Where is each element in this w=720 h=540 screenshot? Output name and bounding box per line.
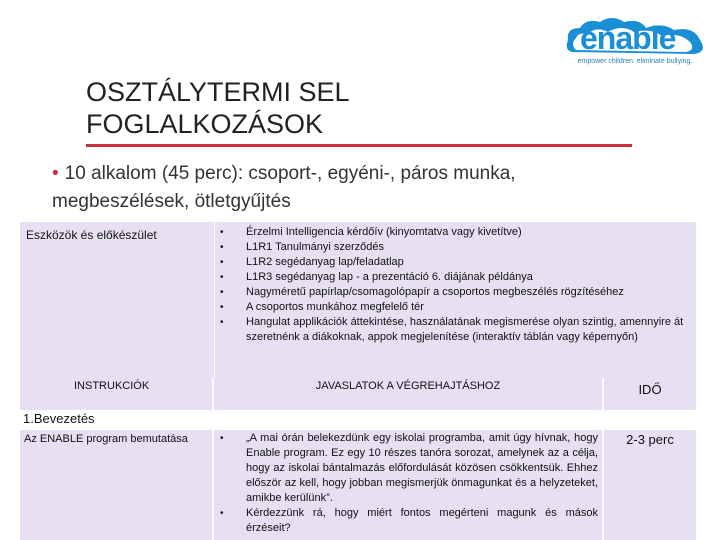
title-underline — [86, 144, 632, 147]
tools-panel — [20, 222, 696, 378]
title-line2: FOGLALKOZÁSOK — [86, 109, 324, 139]
tips-list — [246, 431, 598, 536]
header-instructions — [20, 378, 212, 410]
header-instructions-label: INSTRUKCIÓK — [74, 380, 150, 392]
header-time-label: IDŐ — [638, 382, 662, 397]
tools-divider — [214, 222, 215, 378]
tools-list-item: • L1R2 segédanyag lap/feladatlap — [242, 255, 694, 270]
tools-list-item: • Nagyméretű papírlap/csomagolópapír a csoportos megbeszélés rögzítéséhez — [242, 285, 694, 300]
page-title — [86, 76, 350, 140]
table-row-tips — [214, 430, 602, 540]
title-line1-bold: SEL — [298, 77, 350, 107]
header-tips — [214, 378, 602, 410]
tips-list-item: • Kérdezzünk rá, hogy miért fontos megérteni magunk és mások érzéseit? — [246, 506, 598, 536]
tools-label: Eszközök és előkészület — [26, 228, 157, 242]
intro-bullet — [52, 160, 652, 216]
intro-bullet-text: 10 alkalom (45 perc): csoport-, egyéni-, páros munka, megbeszélések, ötletgyűjtés — [52, 163, 516, 212]
section-label — [20, 410, 696, 430]
tools-list-item: • L1R1 Tanulmányi szerződés — [242, 240, 694, 255]
row-instruction-text: Az ENABLE program bemutatása — [24, 433, 188, 445]
tools-list — [242, 225, 694, 345]
row-time-text: 2-3 perc — [626, 432, 674, 447]
tools-list-item: • A csoportos munkához megfelelő tér — [242, 300, 694, 315]
header-tips-label: JAVASLATOK A VÉGREHAJTÁSHOZ — [315, 380, 501, 392]
tools-list-item: • L1R3 segédanyag lap - a prezentáció 6. diájának példánya — [242, 270, 694, 285]
tips-list-item: • „A mai órán belekezdünk egy iskolai programba, amit úgy hívnak, hogy Enable program. Ez egy 10 részes tanóra sorozat, amelynek az a célja, hogy az iskolai bántalmazás előfordulását közösen csökkentsük. Ehhez először az kell, hogy jobban megismerjük önmagunkat és a helyzeteket, amikbe kerülünk”. — [246, 431, 598, 506]
enable-logo — [562, 14, 708, 70]
tools-list-item: • Hangulat applikációk áttekintése, használatának megismerése olyan szintig, amennyire át szeretnénk a diákoknak, appok megjelenítése (interaktív táblán vagy képernyőn) — [242, 315, 694, 345]
tools-list-item: • Érzelmi Intelligencia kérdőív (kinyomtatva vagy kivetítve) — [242, 225, 694, 240]
title-line1: OSZTÁLYTERMI — [86, 77, 299, 107]
logo-wordmark: enable — [580, 20, 676, 56]
table-row-instruction — [20, 430, 212, 540]
logo-tagline: empower children. eliminate bullying. — [577, 58, 693, 65]
table-row-time — [604, 430, 696, 540]
bullet-dot-icon: • — [52, 163, 59, 184]
header-time — [604, 378, 696, 410]
section-label-text: 1.Bevezetés — [23, 411, 95, 426]
